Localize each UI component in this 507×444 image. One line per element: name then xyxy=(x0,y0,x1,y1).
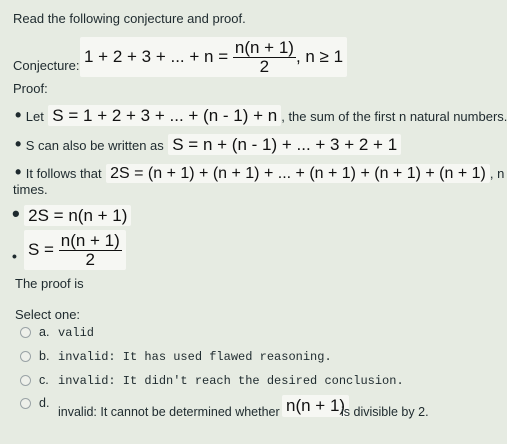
step1-formula: S = 1 + 2 + 3 + ... + (n - 1) + n xyxy=(48,105,281,126)
conjecture-condition: , n ≥ 1 xyxy=(295,47,344,66)
conjecture-numerator: n(n + 1) xyxy=(234,38,294,58)
bullet-icon: • xyxy=(12,201,20,226)
bullet-icon: • xyxy=(15,105,22,125)
proof-step-1 xyxy=(15,103,507,129)
option-c-text: invalid: It didn't reach the desired conclusion. xyxy=(58,374,404,388)
step5-lhs: S = xyxy=(28,240,54,259)
radio-option-c[interactable] xyxy=(20,375,31,386)
option-d-letter: d. xyxy=(39,396,50,410)
option-b-letter: b. xyxy=(39,349,50,363)
step3-continuation: times. xyxy=(13,182,48,197)
option-a-text: valid xyxy=(58,326,95,340)
conjecture-formula xyxy=(80,37,347,77)
instruction-text: Read the following conjecture and proof. xyxy=(13,11,246,26)
step5-fraction xyxy=(59,232,122,269)
proof-label: Proof: xyxy=(13,81,48,96)
conjecture-label: Conjecture: xyxy=(13,58,80,73)
radio-option-b[interactable] xyxy=(20,351,31,362)
select-one-label: Select one: xyxy=(15,307,81,322)
option-d[interactable] xyxy=(20,394,470,426)
option-b[interactable] xyxy=(20,348,350,366)
step1-prefix: Let xyxy=(25,109,44,124)
step5-numerator: n(n + 1) xyxy=(60,231,120,251)
conjecture-lhs: 1 + 2 + 3 + ... + n = xyxy=(84,47,229,66)
option-d-tail: is divisible by 2. xyxy=(341,405,429,419)
step3-suffix: , n xyxy=(489,166,505,181)
question-prompt: The proof is xyxy=(15,276,84,291)
step2-formula: S = n + (n - 1) + ... + 3 + 2 + 1 xyxy=(168,134,401,155)
option-d-text: invalid: It cannot be determined whether xyxy=(58,405,280,419)
option-c-letter: c. xyxy=(39,373,49,387)
bullet-icon: • xyxy=(15,162,22,182)
proof-step-2 xyxy=(15,132,401,158)
proof-step-3 xyxy=(15,160,504,186)
bullet-icon: • xyxy=(12,248,17,264)
step5-denominator: 2 xyxy=(85,250,95,270)
step3-prefix: It follows that xyxy=(25,166,102,181)
proof-step-4 xyxy=(12,201,131,230)
option-d-formula: n(n + 1) xyxy=(282,395,349,417)
radio-option-a[interactable] xyxy=(20,327,31,338)
conjecture-fraction xyxy=(233,39,296,76)
option-b-text: invalid: It has used flawed reasoning. xyxy=(58,350,332,364)
step4-formula: 2S = n(n + 1) xyxy=(24,205,131,226)
bullet-icon: • xyxy=(15,134,22,154)
radio-option-d[interactable] xyxy=(20,398,31,409)
step5-formula xyxy=(24,230,126,270)
option-c[interactable] xyxy=(20,372,440,390)
step2-prefix: S can also be written as xyxy=(25,138,164,153)
option-a-letter: a. xyxy=(39,325,50,339)
step1-suffix: , the sum of the first n natural numbers. xyxy=(281,109,507,124)
step3-formula: 2S = (n + 1) + (n + 1) + ... + (n + 1) + (n + 1) + (n + 1) xyxy=(106,164,490,183)
option-a[interactable] xyxy=(20,324,220,342)
conjecture-denominator: 2 xyxy=(259,57,270,77)
